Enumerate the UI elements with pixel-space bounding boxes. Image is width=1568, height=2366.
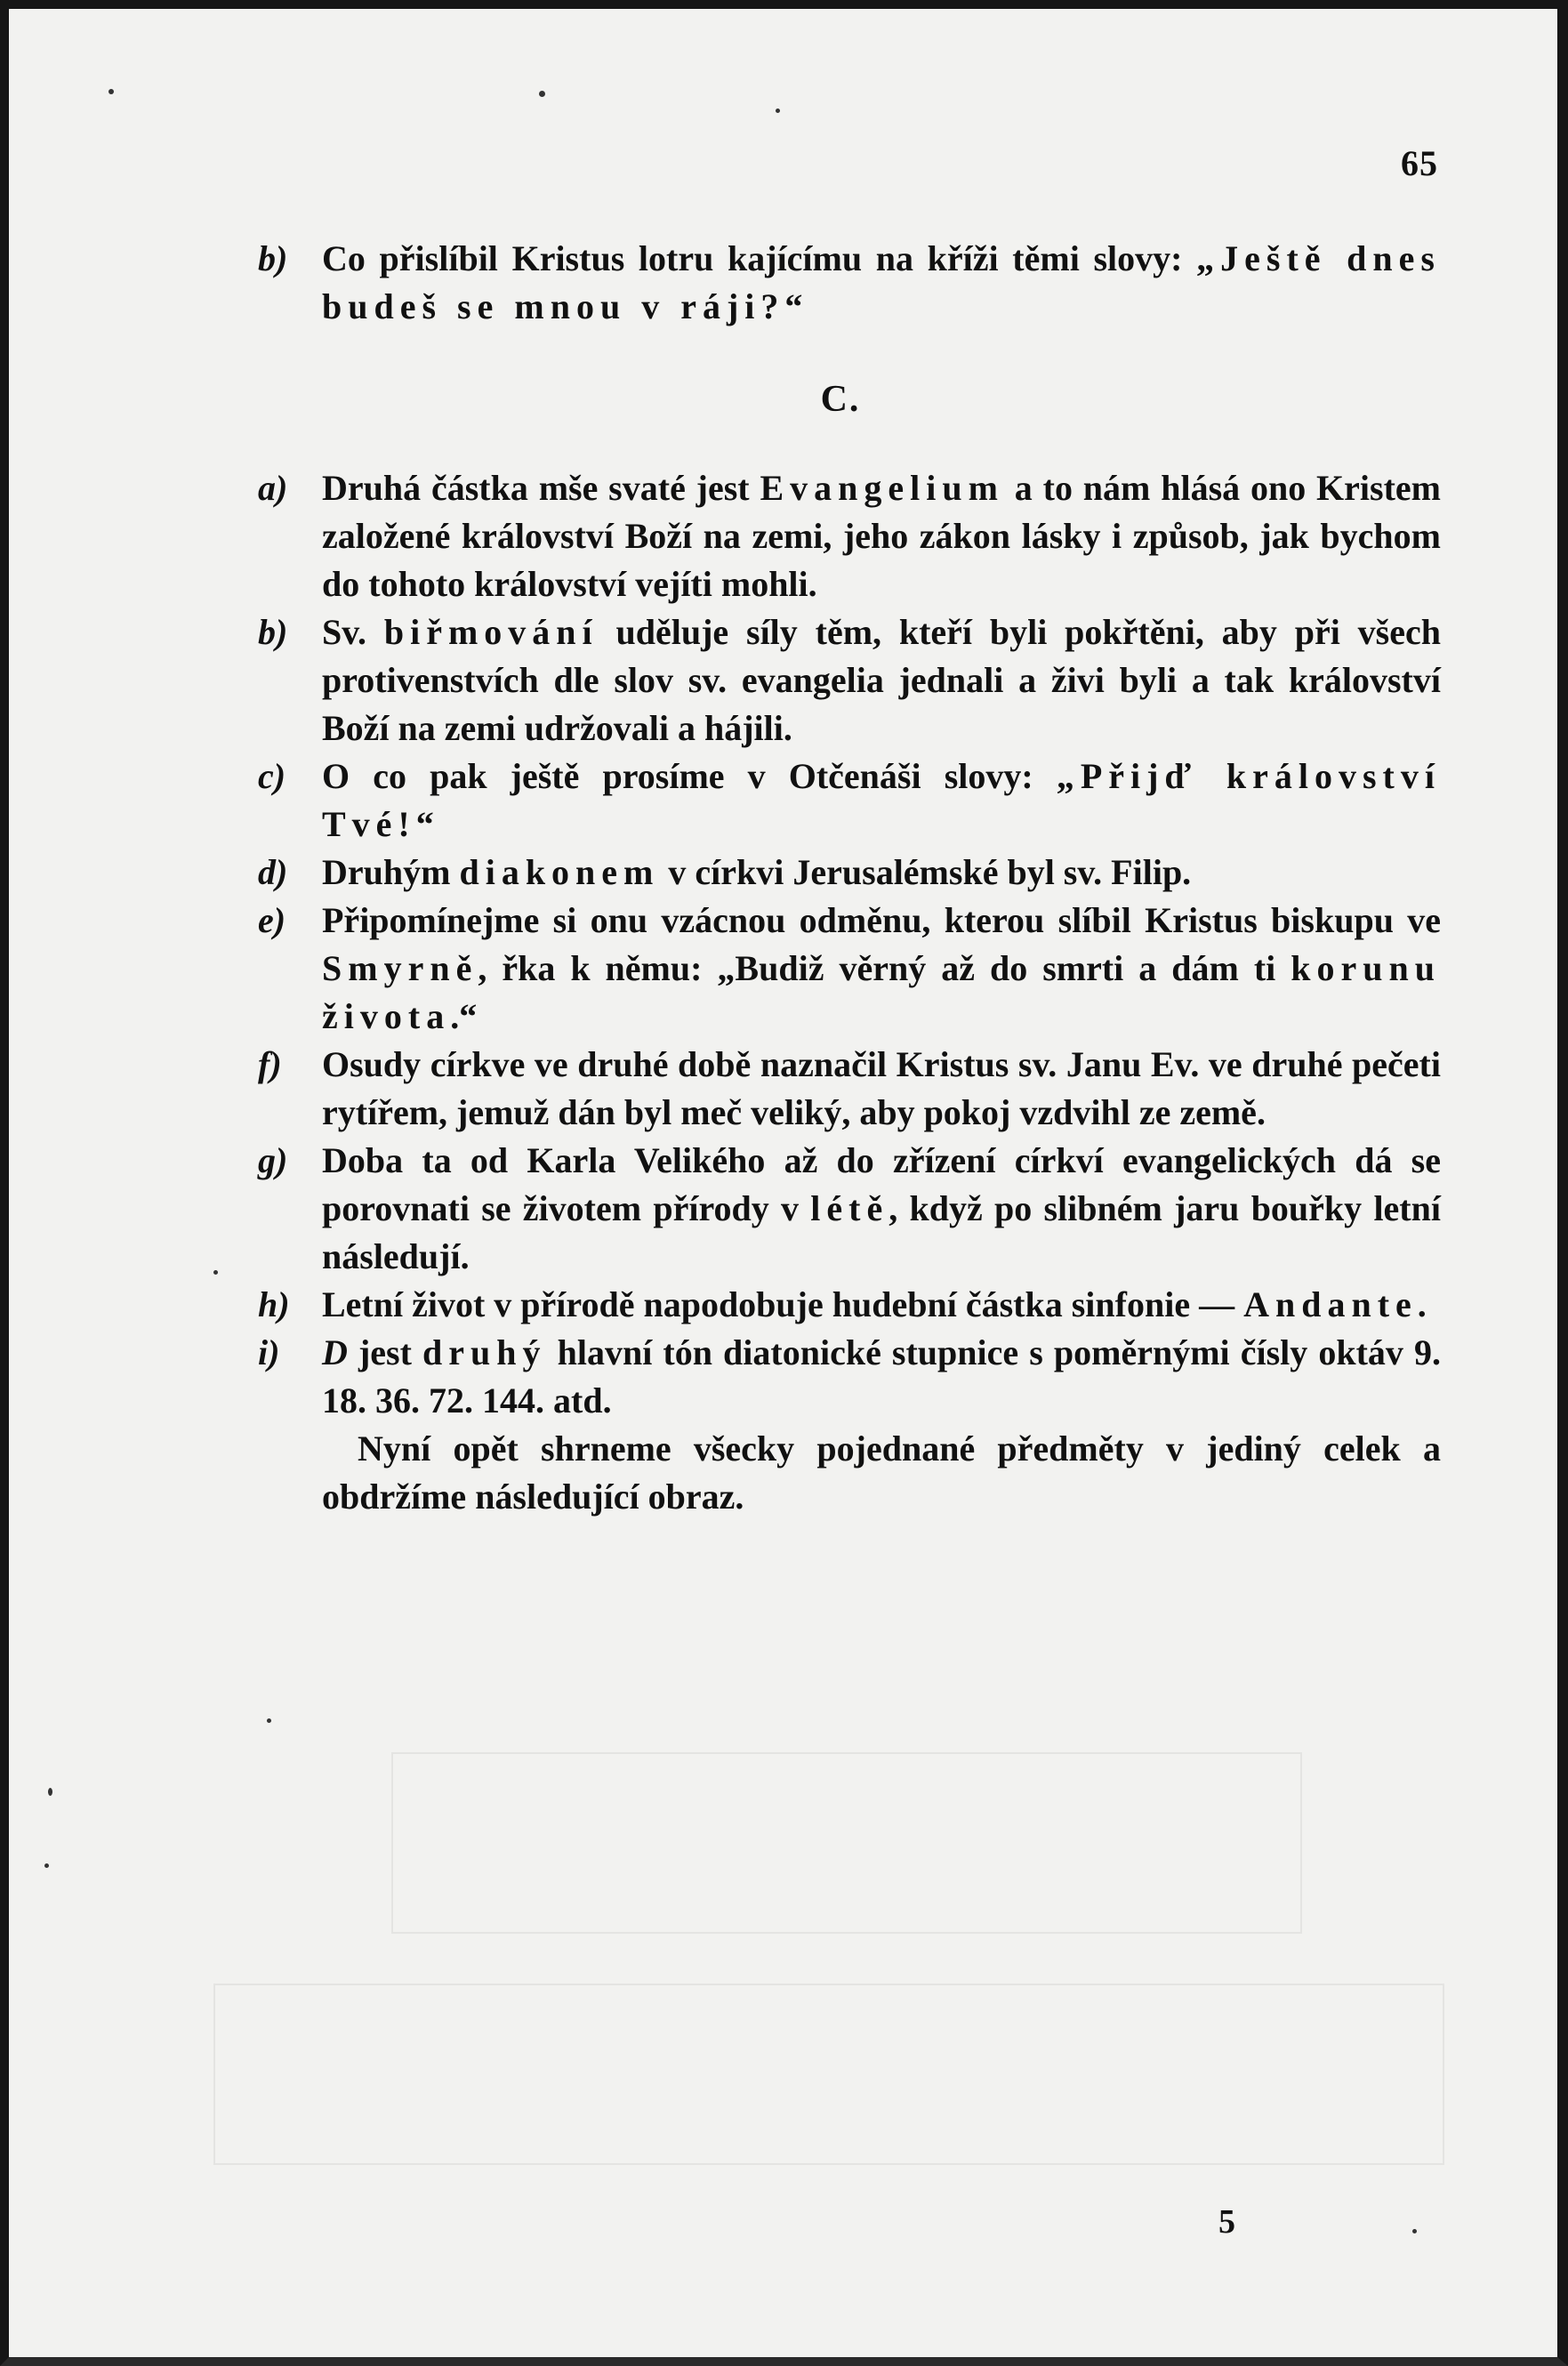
item-text: . [1417,1284,1427,1324]
list-item-a [258,464,1441,608]
item-marker: b) [258,612,288,652]
signature-mark: 5 [1218,2203,1235,2241]
list-item-c [258,752,1441,849]
item-emphasis: „Přijď království Tvé!“ [322,756,1441,844]
item-emphasis: korunu života [322,948,1441,1036]
item-emphasis: diakonem [459,852,660,892]
bleed-through-frame [213,1984,1444,2165]
item-emphasis: Andante [1243,1284,1418,1324]
item-text: hlavní tón diatonické stupnice s poměrnými čísly oktáv 9. 18. 36. 72. 144. atd. [322,1332,1441,1420]
paper-speck [267,1718,271,1723]
list-item-d [258,849,1441,897]
section-heading: C. [820,379,861,420]
item-text: uděluje síly těm, kteří byli pokřtěni, aby při všech protivenstvích dle slov sv. evangelia jednali a živi byli a tak království Boží na zemi udržovali a hájili. [322,612,1441,748]
item-marker: g) [258,1140,288,1180]
list-item-g [258,1137,1441,1281]
item-text: Sv. [322,612,384,652]
item-marker: c) [258,756,286,796]
paper-speck [44,1863,49,1868]
bleed-through-frame [391,1752,1302,1934]
page-number: 65 [1401,143,1438,183]
list-item-h [258,1281,1441,1329]
closing-paragraph: Nyní opět shrneme všecky pojednané předměty v jediný celek a obdržíme následující obraz. [322,1428,1441,1517]
item-text: , když po slibném jaru bouřky letní následují. [322,1188,1441,1276]
item-quote: „Ještě dnes budeš se mnou v ráji?“ [322,238,1441,326]
item-emphasis: Evangelium [760,468,1004,508]
item-marker: e) [258,900,286,940]
item-text: Doba ta od Karla Velikého až do zřízení církví evangelických dá se porovnati se životem přírody v [322,1140,1441,1228]
item-text: a to nám hlásá ono Kristem založené království Boží na zemi, jeho zákon lásky i způsob, jak bychom do tohoto království vejíti mohli. [322,468,1441,604]
item-text: , řka k němu: „Budiž věrný až do smrti a dám ti [478,948,1291,988]
item-text: Co přislíbil Kristus lotru kajícímu na kříži těmi slovy: [322,238,1197,278]
item-text: jest [347,1332,423,1372]
item-letter: D [322,1332,348,1372]
item-text: Druhým [322,852,460,892]
item-emphasis: druhý [422,1332,547,1372]
main-text [258,235,1441,1521]
paper-speck [213,1270,218,1275]
item-text: Letní život v přírodě napodobuje hudební částka sinfonie — [322,1284,1244,1324]
item-marker: b) [258,238,288,278]
question-b-top [258,235,1441,331]
item-text: Druhá částka mše svaté jest [322,468,760,508]
item-text: Osudy církve ve druhé době naznačil Kristus sv. Janu Ev. ve druhé pečeti rytířem, jemuž dán byl meč veliký, aby pokoj vzdvihl ze země. [322,1044,1441,1132]
list-item-f [258,1041,1441,1137]
item-text: O co pak ještě prosíme v Otčenáši slovy: [322,756,1057,796]
item-emphasis: létě [810,1188,889,1228]
paper-speck [1412,2229,1417,2233]
paper-speck [776,109,780,113]
list-item-e [258,897,1441,1041]
item-marker: i) [258,1332,280,1372]
item-emphasis: biřmování [383,612,599,652]
paper-speck [48,1788,52,1796]
item-text: v církvi Jerusalémské byl sv. Filip. [659,852,1192,892]
list-item-b [258,608,1441,752]
paper-speck [109,89,114,94]
item-emphasis: Smyrně [322,948,478,988]
list-item-i [258,1329,1441,1425]
item-text: Připomínejme si onu vzácnou odměnu, kterou slíbil Kristus biskupu ve [322,900,1441,940]
item-marker: a) [258,468,288,508]
item-marker: h) [258,1284,290,1324]
paper-speck [539,91,545,97]
item-marker: f) [258,1044,282,1084]
item-marker: d) [258,852,288,892]
item-text: .“ [450,996,478,1036]
